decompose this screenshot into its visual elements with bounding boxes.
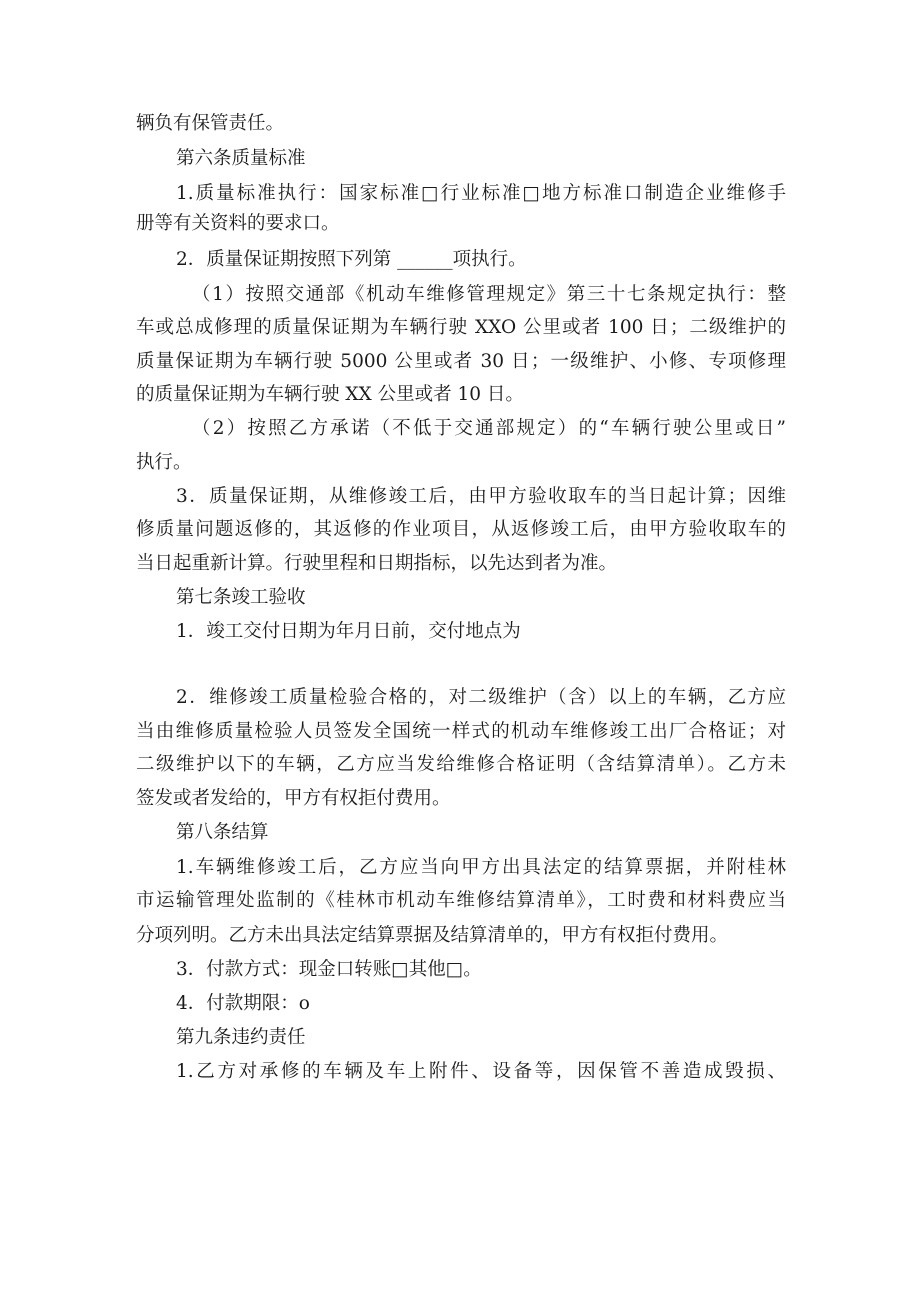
- paragraph-line: 1.车辆维修竣工后，乙方应当向甲方出具法定的结算票据，并附桂林: [176, 857, 786, 878]
- paragraph-line: 1.质量标准执行：国家标准□行业标准□地方标准口制造企业维修手: [176, 183, 786, 204]
- paragraph-line: 修质量问题返修的，其返修的作业项目，从返修竣工后，由甲方验收取车的: [136, 519, 786, 540]
- paragraph-line: 质量保证期为车辆行驶 5000 公里或者 30 日；一级维护、小修、专项修理: [136, 351, 786, 372]
- paragraph-line: 分项列明。乙方未出具法定结算票据及结算清单的，甲方有权拒付费用。: [136, 925, 729, 946]
- section-heading: 第九条违约责任: [176, 1027, 306, 1048]
- paragraph-line: 2．质量保证期按照下列第 ______项执行。: [176, 249, 527, 270]
- section-heading: 第八条结算: [176, 822, 269, 843]
- paragraph-line: （2）按照乙方承诺（不低于交通部规定）的“车辆行驶公里或日”: [192, 418, 786, 439]
- paragraph-line: 当由维修质量检验人员签发全国统一样式的机动车维修竣工出厂合格证；对: [136, 721, 786, 742]
- paragraph-line: 车或总成修理的质量保证期为车辆行驶 XXO 公里或者 100 日；二级维护的: [136, 317, 786, 338]
- paragraph-line: （1）按照交通部《机动车维修管理规定》第三十七条规定执行：整: [192, 284, 786, 305]
- paragraph-line: 签发或者发给的，甲方有权拒付费用。: [136, 788, 451, 809]
- paragraph-line: 市运输管理处监制的《桂林市机动车维修结算清单》，工时费和材料费应当: [136, 890, 786, 911]
- paragraph-line: 3．付款方式：现金口转账□其他□。: [176, 959, 482, 980]
- section-heading: 第六条质量标准: [176, 148, 306, 169]
- paragraph-line: 3．质量保证期，从维修竣工后，由甲方验收取车的当日起计算；因维: [176, 486, 786, 507]
- paragraph-line: 辆负有保管责任。: [136, 113, 285, 134]
- paragraph-line: 1.乙方对承修的车辆及车上附件、设备等，因保管不善造成毁损、: [176, 1061, 786, 1082]
- paragraph-line: 1．竣工交付日期为年月日前，交付地点为: [176, 621, 521, 642]
- paragraph-line: 执行。: [136, 452, 192, 473]
- paragraph-line: 册等有关资料的要求口。: [136, 213, 340, 234]
- paragraph-line: 的质量保证期为车辆行驶 XX 公里或者 10 日。: [136, 384, 524, 405]
- paragraph-line: 当日起重新计算。行驶里程和日期指标，以先达到者为准。: [136, 553, 618, 574]
- section-heading: 第七条竣工验收: [176, 587, 306, 608]
- paragraph-line: 二级维护以下的车辆，乙方应当发给维修合格证明（含结算清单）。乙方未: [136, 754, 786, 775]
- paragraph-line: 2．维修竣工质量检验合格的，对二级维护（含）以上的车辆，乙方应: [176, 687, 786, 708]
- paragraph-line: 4．付款期限：o: [176, 993, 310, 1014]
